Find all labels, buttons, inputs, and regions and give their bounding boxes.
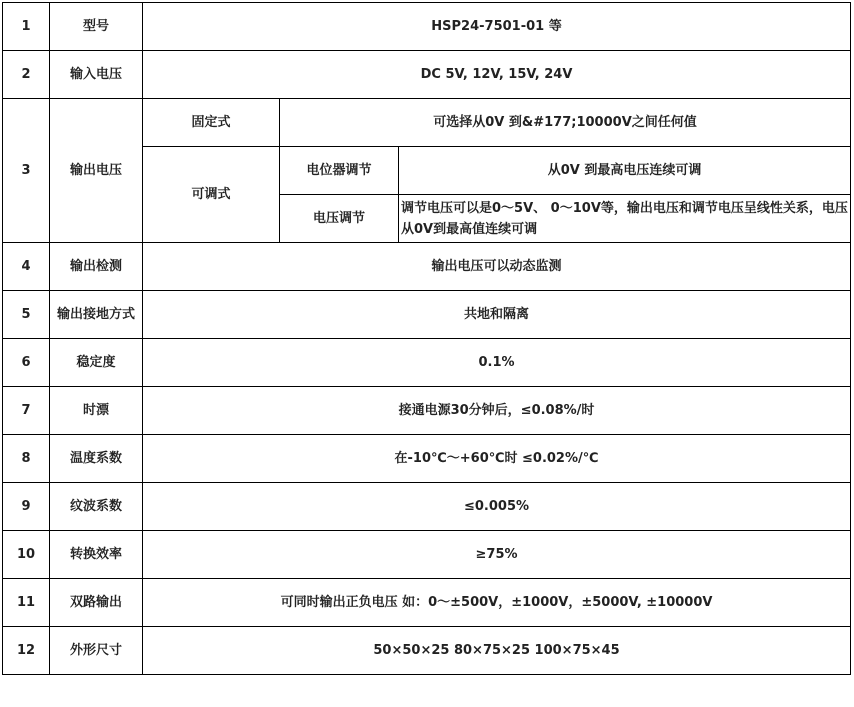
table-row <box>3 243 851 291</box>
voltage-adjust-value: 调节电压可以是0～5V、 0～10V等，输出电压和调节电压呈线性关系，电压从0V到最高值连续可调 <box>399 195 851 243</box>
row-number: 2 <box>3 51 50 99</box>
param-value: 50×50×25 80×75×25 100×75×45 <box>143 627 851 675</box>
param-value: 共地和隔离 <box>143 291 851 339</box>
param-name: 时漂 <box>50 387 143 435</box>
table-row <box>3 99 851 147</box>
row-number: 5 <box>3 291 50 339</box>
table-row <box>3 531 851 579</box>
pot-adjust-value: 从0V 到最高电压连续可调 <box>399 147 851 195</box>
row-number: 4 <box>3 243 50 291</box>
param-value: 可同时输出正负电压 如：0～±500V，±1000V，±5000V, ±10000V <box>143 579 851 627</box>
row-number: 1 <box>3 3 50 51</box>
param-name: 外形尺寸 <box>50 627 143 675</box>
param-value: 在-10℃～+60℃时 ≤0.02%/℃ <box>143 435 851 483</box>
param-value: HSP24-7501-01 等 <box>143 3 851 51</box>
spec-table <box>2 2 851 675</box>
row-number: 9 <box>3 483 50 531</box>
output-mode-adjustable-label: 可调式 <box>143 147 280 243</box>
param-value: ≥75% <box>143 531 851 579</box>
param-value: 接通电源30分钟后，≤0.08%/时 <box>143 387 851 435</box>
table-row <box>3 3 851 51</box>
param-name: 输入电压 <box>50 51 143 99</box>
output-mode-fixed-value: 可选择从0V 到&#177;10000V之间任何值 <box>280 99 851 147</box>
param-name: 输出接地方式 <box>50 291 143 339</box>
voltage-adjust-label: 电压调节 <box>280 195 399 243</box>
param-name: 稳定度 <box>50 339 143 387</box>
row-number: 7 <box>3 387 50 435</box>
param-value: 输出电压可以动态监测 <box>143 243 851 291</box>
param-name: 输出检测 <box>50 243 143 291</box>
row-number: 8 <box>3 435 50 483</box>
param-name: 温度系数 <box>50 435 143 483</box>
table-row <box>3 291 851 339</box>
param-value: ≤0.005% <box>143 483 851 531</box>
output-mode-fixed-label: 固定式 <box>143 99 280 147</box>
row-number: 3 <box>3 99 50 243</box>
param-name: 输出电压 <box>50 99 143 243</box>
table-row <box>3 435 851 483</box>
table-row <box>3 387 851 435</box>
table-row <box>3 483 851 531</box>
table-row <box>3 627 851 675</box>
table-row <box>3 51 851 99</box>
row-number: 6 <box>3 339 50 387</box>
table-row <box>3 339 851 387</box>
pot-adjust-label: 电位器调节 <box>280 147 399 195</box>
param-name: 纹波系数 <box>50 483 143 531</box>
table-row <box>3 579 851 627</box>
param-name: 转换效率 <box>50 531 143 579</box>
param-name: 型号 <box>50 3 143 51</box>
param-value: DC 5V, 12V, 15V, 24V <box>143 51 851 99</box>
row-number: 10 <box>3 531 50 579</box>
param-name: 双路输出 <box>50 579 143 627</box>
row-number: 11 <box>3 579 50 627</box>
row-number: 12 <box>3 627 50 675</box>
param-value: 0.1% <box>143 339 851 387</box>
